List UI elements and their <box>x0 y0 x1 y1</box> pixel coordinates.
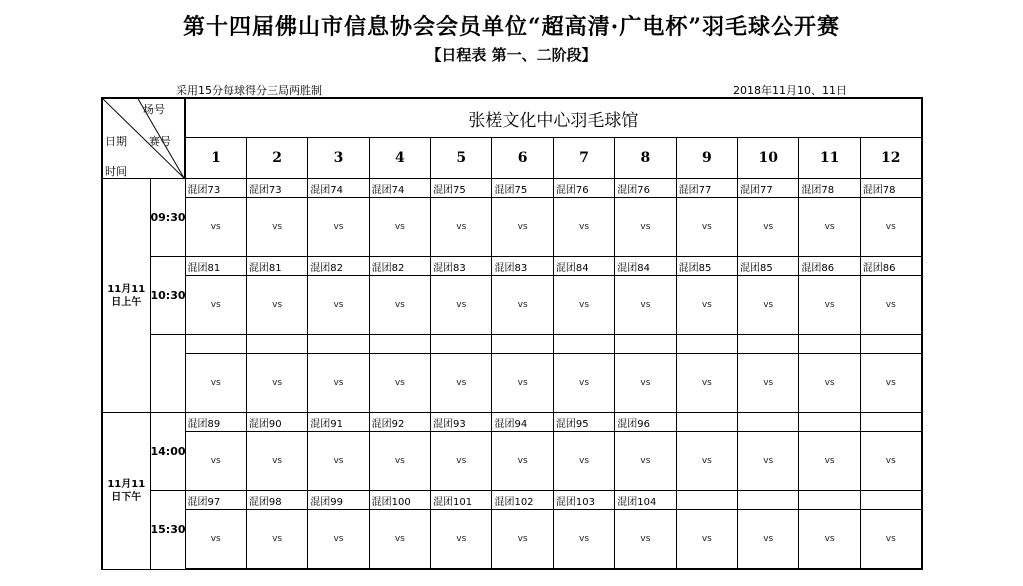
vs-cell: vs <box>431 432 492 491</box>
vs-cell: vs <box>246 198 307 257</box>
vs-cell: vs <box>738 276 799 335</box>
team-cell: 混团82 <box>369 257 430 276</box>
team-cell: 混团77 <box>738 179 799 198</box>
team-cell <box>676 491 737 510</box>
team-cell <box>553 335 614 354</box>
team-cell <box>738 491 799 510</box>
team-cell <box>799 335 860 354</box>
venue-name: 张槎文化中心羽毛球馆 <box>185 98 922 138</box>
team-cell: 混团100 <box>369 491 430 510</box>
team-cell <box>615 335 676 354</box>
vs-cell: vs <box>185 276 246 335</box>
vs-cell: vs <box>369 276 430 335</box>
team-cell: 混团78 <box>860 179 921 198</box>
team-cell: 混团102 <box>492 491 553 510</box>
team-cell: 混团104 <box>615 491 676 510</box>
vs-cell: vs <box>738 354 799 413</box>
court-number: 3 <box>308 138 369 179</box>
vs-cell: vs <box>553 198 614 257</box>
vs-cell: vs <box>799 354 860 413</box>
vs-cell: vs <box>369 198 430 257</box>
vs-cell: vs <box>799 276 860 335</box>
team-cell: 混团93 <box>431 413 492 432</box>
team-cell <box>860 413 921 432</box>
date-cell: 11月11日下午 <box>102 413 150 570</box>
court-number: 5 <box>431 138 492 179</box>
page-subtitle: 【日程表 第一、二阶段】 <box>426 46 597 64</box>
team-cell <box>860 491 921 510</box>
team-cell: 混团94 <box>492 413 553 432</box>
vs-cell: vs <box>185 510 246 570</box>
time-slot: 09:30 <box>150 179 185 257</box>
vs-cell: vs <box>369 432 430 491</box>
team-cell: 混团73 <box>185 179 246 198</box>
team-cell <box>799 491 860 510</box>
vs-cell: vs <box>246 276 307 335</box>
vs-cell: vs <box>615 510 676 570</box>
team-cell: 混团74 <box>308 179 369 198</box>
corner-match-label: 赛号 <box>149 135 171 148</box>
vs-cell: vs <box>185 198 246 257</box>
vs-cell: vs <box>738 510 799 570</box>
vs-cell: vs <box>799 510 860 570</box>
vs-cell: vs <box>431 198 492 257</box>
team-cell: 混团84 <box>553 257 614 276</box>
court-number: 1 <box>185 138 246 179</box>
team-cell: 混团96 <box>615 413 676 432</box>
team-cell: 混团76 <box>615 179 676 198</box>
team-cell <box>676 413 737 432</box>
vs-cell: vs <box>615 198 676 257</box>
vs-cell: vs <box>185 432 246 491</box>
time-slot: 10:30 <box>150 257 185 335</box>
team-cell: 混团86 <box>799 257 860 276</box>
vs-cell: vs <box>676 510 737 570</box>
team-cell <box>738 413 799 432</box>
vs-cell: vs <box>246 432 307 491</box>
team-cell <box>308 335 369 354</box>
time-slot <box>150 335 185 413</box>
vs-cell: vs <box>676 276 737 335</box>
vs-cell: vs <box>308 354 369 413</box>
team-cell <box>246 335 307 354</box>
team-cell: 混团92 <box>369 413 430 432</box>
team-cell: 混团75 <box>431 179 492 198</box>
time-slot: 15:30 <box>150 491 185 570</box>
vs-cell: vs <box>369 510 430 570</box>
corner-header <box>102 98 185 179</box>
vs-cell: vs <box>492 510 553 570</box>
vs-cell: vs <box>799 432 860 491</box>
schedule-table <box>101 97 923 570</box>
vs-cell: vs <box>431 354 492 413</box>
vs-cell: vs <box>738 432 799 491</box>
vs-cell: vs <box>308 510 369 570</box>
vs-cell: vs <box>553 354 614 413</box>
corner-time-label: 时间 <box>105 165 127 178</box>
vs-cell: vs <box>738 198 799 257</box>
team-cell <box>799 413 860 432</box>
team-cell <box>492 335 553 354</box>
team-cell: 混团78 <box>799 179 860 198</box>
team-cell: 混团85 <box>676 257 737 276</box>
team-cell: 混团83 <box>431 257 492 276</box>
vs-cell: vs <box>246 510 307 570</box>
date-cell: 11月11日上午 <box>102 179 150 413</box>
team-cell <box>185 335 246 354</box>
court-number: 4 <box>369 138 430 179</box>
court-number: 12 <box>860 138 921 179</box>
team-cell: 混团85 <box>738 257 799 276</box>
vs-cell: vs <box>185 354 246 413</box>
team-cell: 混团90 <box>246 413 307 432</box>
vs-cell: vs <box>676 432 737 491</box>
vs-cell: vs <box>308 198 369 257</box>
team-cell: 混团75 <box>492 179 553 198</box>
vs-cell: vs <box>860 276 921 335</box>
vs-cell: vs <box>676 198 737 257</box>
vs-cell: vs <box>492 432 553 491</box>
team-cell: 混团101 <box>431 491 492 510</box>
page-title: 第十四届佛山市信息协会会员单位“超高清·广电杯”羽毛球公开赛 <box>183 14 840 40</box>
court-number: 11 <box>799 138 860 179</box>
vs-cell: vs <box>615 276 676 335</box>
vs-cell: vs <box>553 276 614 335</box>
team-cell: 混团98 <box>246 491 307 510</box>
court-number: 6 <box>492 138 553 179</box>
team-cell <box>860 335 921 354</box>
court-number: 10 <box>738 138 799 179</box>
team-cell: 混团95 <box>553 413 614 432</box>
court-number: 9 <box>676 138 737 179</box>
scoring-rule: 采用15分每球得分三局两胜制 <box>176 84 322 97</box>
vs-cell: vs <box>308 432 369 491</box>
vs-cell: vs <box>615 432 676 491</box>
team-cell: 混团83 <box>492 257 553 276</box>
team-cell: 混团84 <box>615 257 676 276</box>
corner-date-label: 日期 <box>105 135 127 148</box>
team-cell: 混团76 <box>553 179 614 198</box>
vs-cell: vs <box>246 354 307 413</box>
vs-cell: vs <box>369 354 430 413</box>
vs-cell: vs <box>492 354 553 413</box>
team-cell: 混团99 <box>308 491 369 510</box>
time-slot: 14:00 <box>150 413 185 491</box>
corner-field-label: 场号 <box>143 103 165 116</box>
team-cell <box>431 335 492 354</box>
team-cell: 混团82 <box>308 257 369 276</box>
court-number: 7 <box>553 138 614 179</box>
vs-cell: vs <box>492 276 553 335</box>
vs-cell: vs <box>431 276 492 335</box>
vs-cell: vs <box>799 198 860 257</box>
team-cell: 混团81 <box>185 257 246 276</box>
vs-cell: vs <box>492 198 553 257</box>
vs-cell: vs <box>553 432 614 491</box>
team-cell: 混团77 <box>676 179 737 198</box>
vs-cell: vs <box>860 510 921 570</box>
team-cell: 混团81 <box>246 257 307 276</box>
team-cell: 混团74 <box>369 179 430 198</box>
team-cell <box>738 335 799 354</box>
team-cell: 混团89 <box>185 413 246 432</box>
team-cell: 混团103 <box>553 491 614 510</box>
vs-cell: vs <box>308 276 369 335</box>
vs-cell: vs <box>860 354 921 413</box>
vs-cell: vs <box>860 198 921 257</box>
vs-cell: vs <box>615 354 676 413</box>
vs-cell: vs <box>553 510 614 570</box>
team-cell: 混团86 <box>860 257 921 276</box>
vs-cell: vs <box>860 432 921 491</box>
team-cell: 混团91 <box>308 413 369 432</box>
court-number: 2 <box>246 138 307 179</box>
vs-cell: vs <box>676 354 737 413</box>
team-cell: 混团97 <box>185 491 246 510</box>
court-number: 8 <box>615 138 676 179</box>
vs-cell: vs <box>431 510 492 570</box>
team-cell <box>676 335 737 354</box>
team-cell <box>369 335 430 354</box>
team-cell: 混团73 <box>246 179 307 198</box>
event-date: 2018年11月10、11日 <box>733 84 847 97</box>
